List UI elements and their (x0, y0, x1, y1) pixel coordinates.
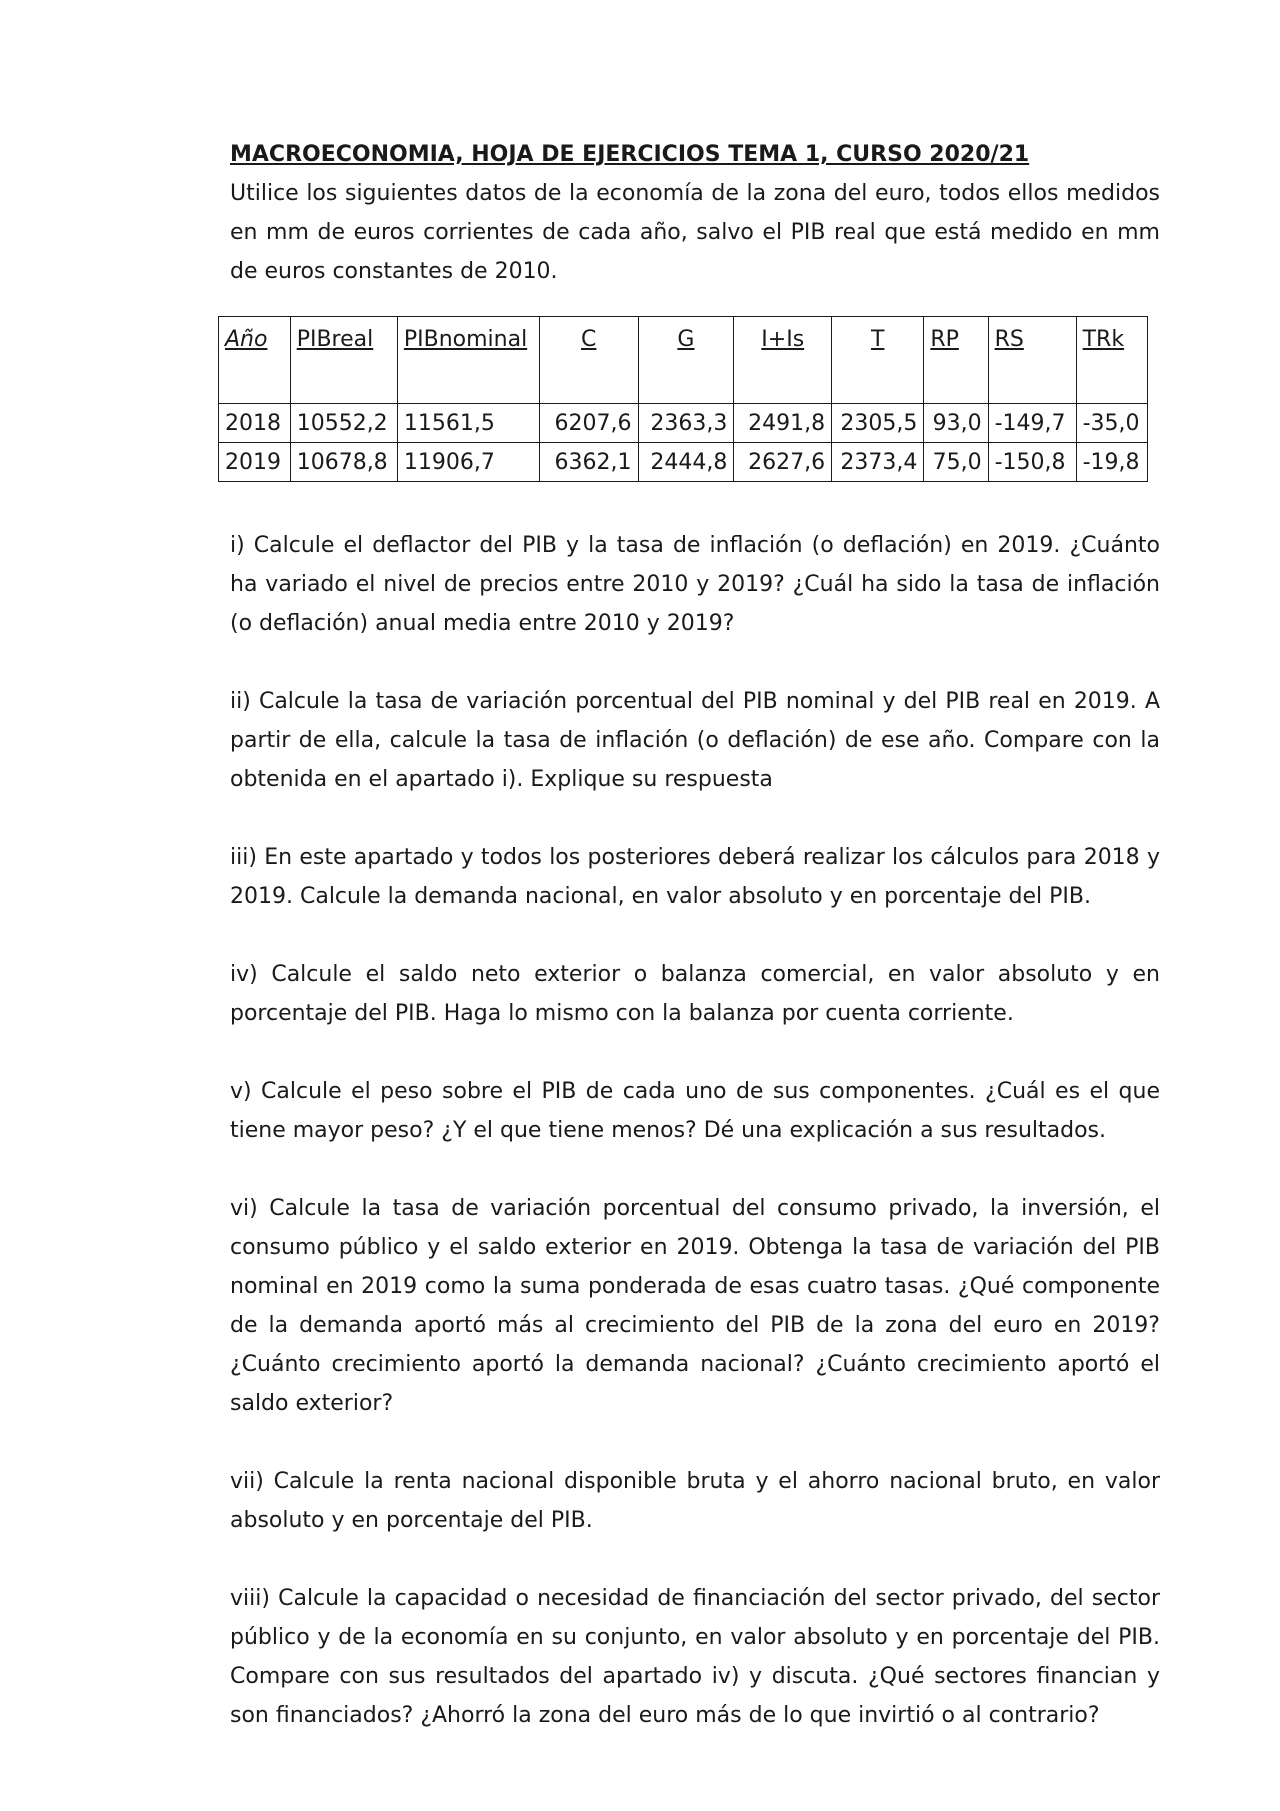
table-cell: -19,8 (1076, 443, 1147, 482)
question-vi: vi) Calcule la tasa de variación porcentual del consumo privado, la inversión, el consumo público y el saldo exterior en 2019. Obtenga la tasa de variación del PIB nominal en 2019 como la suma ponderada de esas cuatro tasas. ¿Qué componente de la demanda aportó más al crecimiento del PIB de la zona del euro en 2019? ¿Cuánto crecimiento aportó la demanda nacional? ¿Cuánto crecimiento aportó el saldo exterior? (230, 1196, 1160, 1416)
table-cell: 6362,1 (539, 443, 638, 482)
header-year: Año (219, 317, 291, 404)
table-cell: 93,0 (924, 404, 988, 443)
question-viii: viii) Calcule la capacidad o necesidad de financiación del sector privado, del sector público y de la economía en su conjunto, en valor absoluto y en porcentaje del PIB. Compare con sus resultados del apartado iv) y discuta. ¿Qué sectores financian y son financiados? ¿Ahorró la zona del euro más de lo que invirtió o al contrario? (230, 1586, 1160, 1728)
table-cell: 2373,4 (832, 443, 924, 482)
question-i: i) Calcule el deflactor del PIB y la tasa de inflación (o deflación) en 2019. ¿Cuánto ha variado el nivel de precios entre 2010 y 2019? ¿Cuál ha sido la tasa de inflación (o deflación) anual media entre 2010 y 2019? (230, 533, 1160, 636)
table-cell: -150,8 (988, 443, 1076, 482)
table-row (219, 443, 1148, 482)
table-cell: -35,0 (1076, 404, 1147, 443)
header-g: G (638, 317, 734, 404)
table-cell: 2491,8 (734, 404, 832, 443)
document-page (225, 136, 1160, 1728)
question-ii: ii) Calcule la tasa de variación porcentual del PIB nominal y del PIB real en 2019. A partir de ella, calcule la tasa de inflación (o deflación) de ese año. Compare con la obtenida en el apartado i). Explique su respuesta (230, 689, 1160, 792)
question-v: v) Calcule el peso sobre el PIB de cada uno de sus componentes. ¿Cuál es el que tiene mayor peso? ¿Y el que tiene menos? Dé una explicación a sus resultados. (230, 1079, 1160, 1143)
table-cell: 2019 (219, 443, 291, 482)
question-vii: vii) Calcule la renta nacional disponible bruta y el ahorro nacional bruto, en valor absoluto y en porcentaje del PIB. (230, 1469, 1160, 1533)
question-iii: iii) En este apartado y todos los posteriores deberá realizar los cálculos para 2018 y 2019. Calcule la demanda nacional, en valor absoluto y en porcentaje del PIB. (230, 845, 1160, 909)
intro-paragraph: Utilice los siguientes datos de la economía de la zona del euro, todos ellos medidos en mm de euros corrientes de cada año, salvo el PIB real que está medido en mm de euros constantes de 2010. (230, 181, 1160, 284)
header-trk: TRk (1076, 317, 1147, 404)
table-cell: 2627,6 (734, 443, 832, 482)
table-cell: 10678,8 (290, 443, 397, 482)
table-cell: 2444,8 (638, 443, 734, 482)
document-title: MACROECONOMIA, HOJA DE EJERCICIOS TEMA 1, CURSO 2020/21 (230, 142, 1030, 167)
questions-list (230, 526, 1160, 1774)
header-c: C (539, 317, 638, 404)
header-i-is: I+Is (734, 317, 832, 404)
table-cell: 11906,7 (397, 443, 539, 482)
table-row (219, 404, 1148, 443)
table-cell: 6207,6 (539, 404, 638, 443)
header-t: T (832, 317, 924, 404)
table-cell: 2305,5 (832, 404, 924, 443)
header-rs: RS (988, 317, 1076, 404)
header-pib-real: PIBreal (290, 317, 397, 404)
table-cell: 75,0 (924, 443, 988, 482)
table-cell: 2018 (219, 404, 291, 443)
header-rp: RP (924, 317, 988, 404)
header-pib-nominal: PIBnominal (397, 317, 539, 404)
table-cell: 10552,2 (290, 404, 397, 443)
table-cell: 2363,3 (638, 404, 734, 443)
data-table (218, 316, 1148, 482)
table-header-row (219, 317, 1148, 404)
table-cell: -149,7 (988, 404, 1076, 443)
table-cell: 11561,5 (397, 404, 539, 443)
question-iv: iv) Calcule el saldo neto exterior o balanza comercial, en valor absoluto y en porcentaje del PIB. Haga lo mismo con la balanza por cuenta corriente. (230, 962, 1160, 1026)
